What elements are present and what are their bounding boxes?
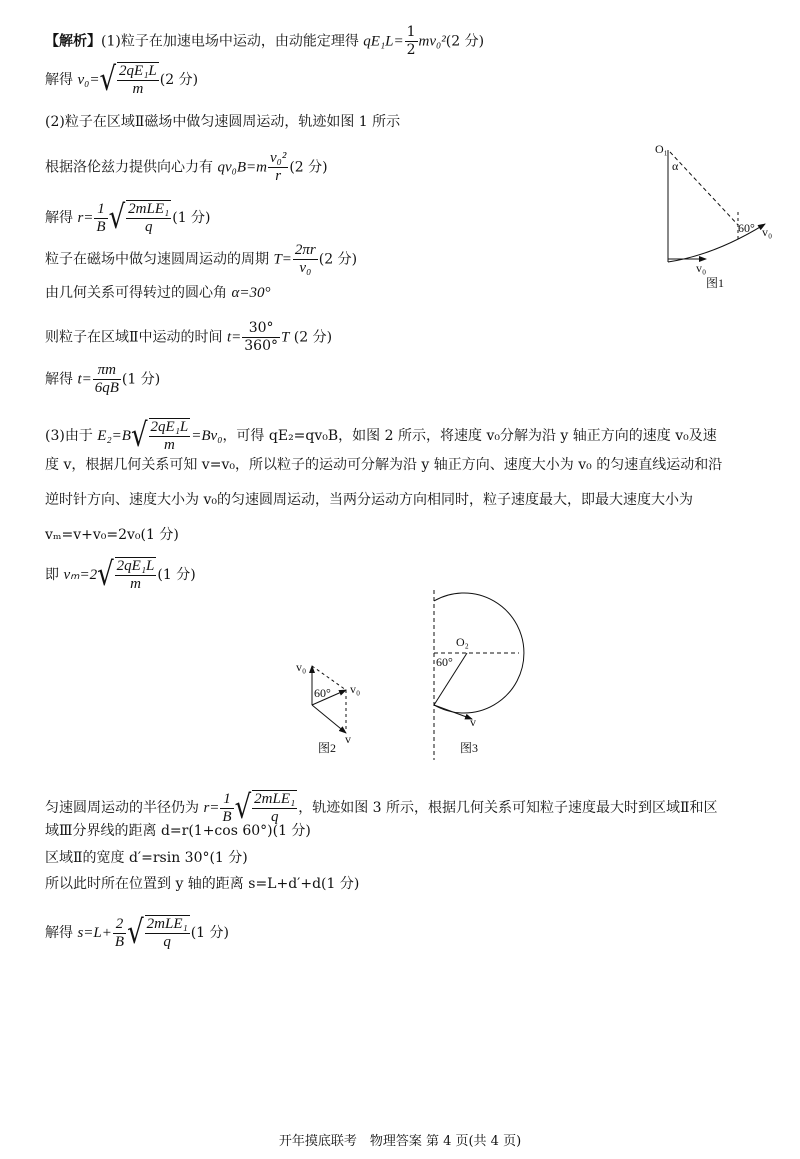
text: 匀速圆周运动的半径仍为 — [45, 800, 204, 816]
numerator: 1 — [406, 24, 416, 40]
denominator: m — [132, 81, 144, 97]
fig1-v-bottom-label: v₀ — [696, 261, 707, 275]
math: r= — [77, 210, 94, 226]
numerator: 2qE₁L — [119, 63, 157, 79]
fig2-caption: 图2 — [318, 741, 337, 755]
figure-3 — [434, 590, 524, 760]
text: ，可得 qE₂=qv₀B，如图 2 所示，将速度 v₀分解为沿 y 轴正方向的速度 v₀及速 — [222, 428, 717, 444]
math: t= — [226, 329, 242, 346]
sqrt: √ $\frac{\text{2qE₁L}}{m}$ — [97, 556, 155, 594]
denominator: 360° — [244, 338, 278, 354]
text: 区域Ⅱ的宽度 d′=rsin 30°(1 分) — [45, 850, 248, 866]
page-footer: 开年摸底联考 物理答案 第 4 页(共 4 页) — [278, 1134, 522, 1149]
denominator: B — [96, 218, 106, 235]
denominator: r — [275, 168, 282, 184]
text: 解得 — [45, 925, 78, 941]
text: 解得 — [45, 72, 78, 88]
sqrt: √ $\frac{\text{2qE₁L}}{m}$ — [99, 61, 157, 99]
fig1-angle-label: 60° — [738, 221, 755, 235]
numerator: 2mLE₁ — [254, 791, 296, 807]
denominator: q — [144, 219, 153, 235]
text: ，轨迹如图 3 所示，根据几何关系可知粒子速度最大时到区域Ⅱ和区 — [298, 800, 718, 816]
sqrt: √ $\frac{\text{2qE₁L}}{m}$ — [130, 417, 189, 455]
numerator: 2mLE₁ — [128, 201, 170, 217]
sqrt: √ $\frac{\text{2mLE₁}}{q}$ — [108, 199, 170, 237]
numerator: v₀² — [269, 150, 287, 166]
math: T= — [273, 251, 292, 268]
numerator: 1 — [94, 201, 107, 219]
text: 解得 — [45, 371, 78, 388]
denominator: B — [222, 808, 232, 825]
fig2-v-up-label: v₀ — [296, 660, 307, 674]
numerator: 2mLE₁ — [146, 916, 188, 932]
fig3-v-label: v — [470, 715, 476, 729]
numerator: πm — [93, 362, 121, 380]
fig2-angle-label: 60° — [314, 686, 331, 700]
numerator: 1 — [220, 791, 233, 809]
fig1-v-right-label: v₀ — [762, 225, 773, 239]
math: mv₀² — [418, 33, 446, 50]
text: vₘ=v+v₀=2v₀(1 分) — [45, 527, 179, 543]
score: (1 分) — [190, 925, 229, 941]
score: (1 分) — [172, 210, 211, 226]
denominator: B — [114, 933, 125, 950]
math: v₀= — [77, 72, 100, 88]
text: 度 v，根据几何关系可知 v=v₀，所以粒子的运动可分解为沿 y 轴正方向、速度大小为 v₀ 的匀速直线运动和沿 — [45, 457, 723, 473]
math: =Bv₀ — [191, 428, 223, 444]
math: r= — [203, 800, 220, 816]
text: 粒子在磁场中做匀速圆周运动的周期 — [45, 251, 274, 268]
figure-2 — [296, 660, 360, 755]
denominator: m — [130, 576, 141, 592]
fig3-o-label: O₂ — [456, 635, 469, 649]
denominator: q — [163, 934, 171, 950]
math: vₘ=2 — [63, 567, 98, 583]
denominator: 6qB — [94, 380, 119, 396]
score: (2 分) — [445, 33, 485, 50]
text: 则粒子在区域Ⅱ中运动的时间 — [45, 329, 227, 346]
text: (1)粒子在加速电场中运动，由动能定理得 — [101, 33, 364, 50]
text: 由几何关系可得转过的圆心角 — [45, 285, 232, 301]
math: qE₁L= — [363, 33, 404, 50]
math: E₂=B — [97, 428, 131, 444]
math: qv₀B=m — [217, 159, 267, 176]
numerator: 2qE₁L — [150, 419, 189, 435]
math: α=30° — [231, 285, 271, 301]
text: (2)粒子在区域Ⅱ磁场中做匀速圆周运动，轨迹如图 1 所示 — [45, 114, 401, 130]
score: (1 分) — [121, 371, 161, 388]
fig2-v-label: v — [345, 732, 351, 746]
text: 解得 — [45, 210, 78, 226]
fig3-angle-label: 60° — [436, 655, 453, 669]
denominator: q — [270, 809, 279, 825]
text: 逆时针方向、速度大小为 v₀的匀速圆周运动，当两分运动方向相同时，粒子速度最大，即最大速度大小为 — [45, 492, 693, 508]
fig3-caption: 图3 — [460, 741, 479, 755]
denominator: v₀ — [299, 260, 312, 276]
numerator: 2 — [113, 916, 126, 934]
numerator: 2qE₁L — [116, 558, 155, 574]
score: (2 分) — [159, 72, 199, 88]
fig2-v-right-label: v₀ — [350, 682, 361, 696]
score: (2 分) — [289, 159, 328, 176]
fig1-alpha-label: α — [672, 159, 679, 173]
sqrt: √ $\frac{\text{2mLE₁}}{q}$ — [127, 914, 188, 952]
fig1-caption: 图1 — [706, 276, 725, 290]
math: t= — [77, 371, 92, 388]
sqrt: √ $\frac{\text{2mLE₁}}{q}$ — [234, 789, 296, 827]
math: s=L+ — [77, 925, 112, 941]
text: 域Ⅲ分界线的距离 d=r(1+cos 60°)(1 分) — [45, 823, 311, 839]
denominator: m — [163, 437, 175, 453]
numerator: 2πr — [294, 242, 316, 258]
figure-1 — [655, 142, 772, 290]
score: (2 分) — [289, 329, 333, 346]
score: (2 分) — [318, 251, 358, 268]
text: 所以此时所在位置到 y 轴的距离 s=L+d′+d(1 分) — [45, 876, 360, 892]
heading: 【解析】 — [45, 33, 101, 50]
text: (3)由于 — [45, 428, 98, 444]
score: (1 分) — [157, 567, 196, 583]
numerator: 30° — [242, 320, 280, 338]
text: 根据洛伦兹力提供向心力有 — [45, 159, 218, 176]
text: 即 — [45, 567, 64, 583]
denominator: 2 — [406, 42, 416, 58]
math: T — [281, 329, 290, 346]
fig1-o-label: O₁ — [655, 142, 668, 156]
